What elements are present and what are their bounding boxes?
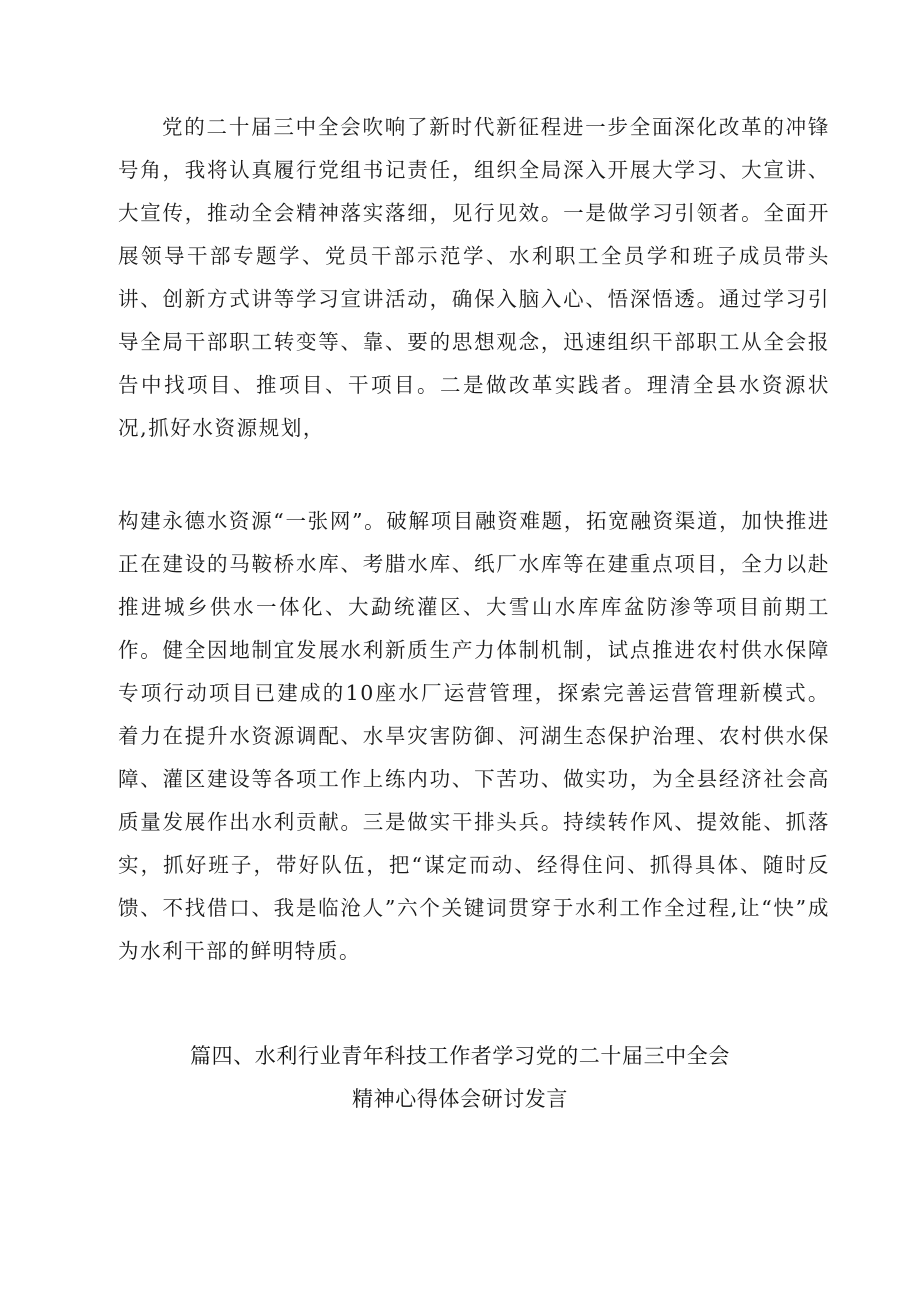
body-paragraph-1: 党的二十届三中全会吹响了新时代新征程进一步全面深化改革的冲锋号角，我将认真履行党组书记责任，组织全局深入开展大学习、大宣讲、大宣传，推动全会精神落实落细，见行见效。一是做学习引领者。全面开展领导干部专题学、党员干部示范学、水利职工全员学和班子成员带头讲、创新方式讲等学习宣讲活动，确保入脑入心、悟深悟透。通过学习引导全局干部职工转变等、靠、要的思想观念，迅速组织干部职工从全会报告中找项目、推项目、干项目。二是做改革实践者。理清全县水资源状况,抓好水资源规划， — [118, 115, 830, 440]
section-heading-line-2: 精神心得体会研讨发言 — [352, 1087, 568, 1111]
body-paragraph-2: 构建永德水资源“一张网”。破解项目融资难题，拓宽融资渠道，加快推进正在建设的马鞍桥水库、考腊水库、纸厂水库等在建重点项目，全力以赴推进城乡供水一体化、大勐统灌区、大雪山水库库盆防渗等项目前期工作。健全因地制宜发展水利新质生产力体制机制，试点推进农村供水保障专项行动项目已建成的10座水厂运营管理，探索完善运营管理新模式。着力在提升水资源调配、水旱灾害防御、河湖生态保护治理、农村供水保障、灌区建设等各项工作上练内功、下苦功、做实功，为全县经济社会高质量发展作出水利贡献。三是做实干排头兵。持续转作风、提效能、抓落实，抓好班子，带好队伍，把“谋定而动、经得住问、抓得具体、随时反馈、不找借口、我是临沧人”六个关键词贯穿于水利工作全过程,让“快”成为水利干部的鲜明特质。 — [118, 509, 830, 963]
section-heading — [0, 1035, 920, 1121]
section-heading-line-1: 篇四、水利行业青年科技工作者学习党的二十届三中全会 — [190, 1044, 730, 1068]
